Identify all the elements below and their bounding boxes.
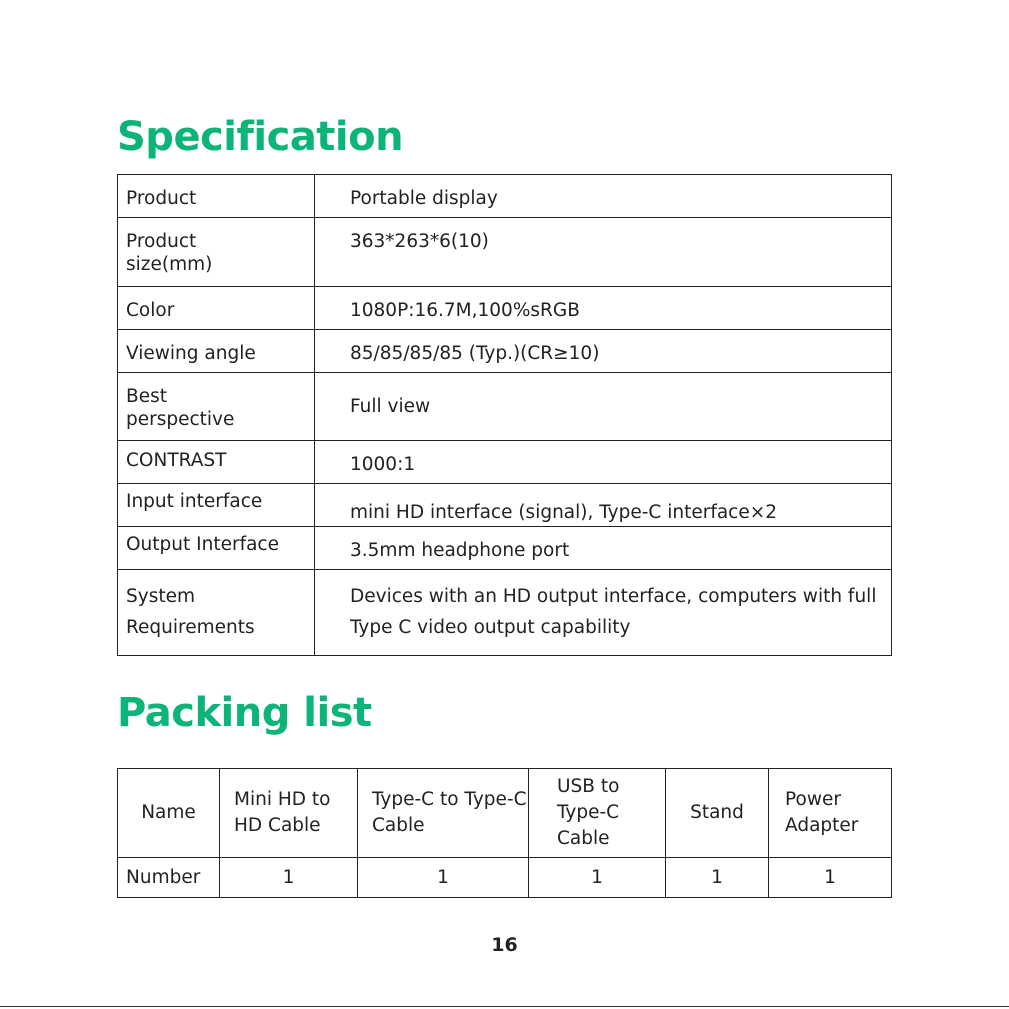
- packing-qty-power-adapter: 1: [769, 858, 892, 898]
- spec-label-contrast: CONTRAST: [118, 441, 315, 484]
- spec-value-product: Portable display: [315, 175, 892, 218]
- spec-row-viewing-angle: [118, 330, 892, 373]
- spec-value-color: 1080P:16.7M,100%sRGB: [315, 287, 892, 330]
- packing-header-usb-cable-text: USB to Type-C Cable: [557, 776, 620, 849]
- packing-header-mini-hd-cable-text: Mini HD to HD Cable: [234, 789, 331, 836]
- spec-label-best-perspective-text: Best perspective: [126, 386, 235, 431]
- spec-value-system-requirements: Devices with an HD output interface, computers with full Type C video output capability: [315, 570, 892, 656]
- spec-row-input-interface: [118, 484, 892, 527]
- spec-value-viewing-angle: 85/85/85/85 (Typ.)(CR≥10): [315, 330, 892, 373]
- packing-header-type-c-cable: [358, 769, 529, 858]
- spec-row-color: [118, 287, 892, 330]
- spec-label-product-size-text: Product size(mm): [126, 231, 213, 276]
- spec-row-output-interface: [118, 527, 892, 570]
- spec-label-viewing-angle: Viewing angle: [118, 330, 315, 373]
- spec-label-color: Color: [118, 287, 315, 330]
- spec-value-input-interface: mini HD interface (signal), Type-C interface×2: [315, 484, 892, 527]
- packing-qty-usb-cable: 1: [529, 858, 666, 898]
- spec-label-product: Product: [118, 175, 315, 218]
- packing-header-mini-hd-cable: [220, 769, 358, 858]
- spec-label-output-interface: Output Interface: [118, 527, 315, 570]
- spec-value-output-interface: 3.5mm headphone port: [315, 527, 892, 570]
- packing-qty-mini-hd-cable: 1: [220, 858, 358, 898]
- packing-qty-stand: 1: [666, 858, 769, 898]
- spec-row-contrast: [118, 441, 892, 484]
- spec-label-system-requirements-text: System Requirements: [126, 586, 255, 639]
- packing-header-power-adapter-text: Power Adapter: [785, 789, 859, 836]
- spec-row-product: [118, 175, 892, 218]
- packing-header-usb-cable: [529, 769, 666, 858]
- spec-label-product-size: [118, 218, 315, 287]
- packing-header-name: Name: [118, 769, 220, 858]
- specification-table: [117, 174, 892, 656]
- bottom-divider: [0, 1006, 1009, 1007]
- spec-value-contrast: 1000:1: [315, 441, 892, 484]
- packing-header-stand: Stand: [666, 769, 769, 858]
- packing-list-heading: Packing list: [117, 690, 372, 736]
- spec-row-system-requirements: [118, 570, 892, 656]
- packing-header-power-adapter: [769, 769, 892, 858]
- packing-header-row: [118, 769, 892, 858]
- spec-label-best-perspective: [118, 373, 315, 441]
- spec-value-best-perspective: Full view: [315, 373, 892, 441]
- packing-qty-type-c-cable: 1: [358, 858, 529, 898]
- packing-header-type-c-cable-text: Type-C to Type-C Cable: [372, 789, 527, 836]
- packing-quantity-row: [118, 858, 892, 898]
- spec-label-system-requirements: [118, 570, 315, 656]
- page-number: 16: [491, 934, 518, 956]
- spec-label-input-interface: Input interface: [118, 484, 315, 527]
- spec-value-product-size: 363*263*6(10): [315, 218, 892, 287]
- spec-row-best-perspective: [118, 373, 892, 441]
- specification-heading: Specification: [117, 114, 404, 160]
- spec-row-product-size: [118, 218, 892, 287]
- packing-list-table: [117, 768, 892, 898]
- packing-number-label: Number: [118, 858, 220, 898]
